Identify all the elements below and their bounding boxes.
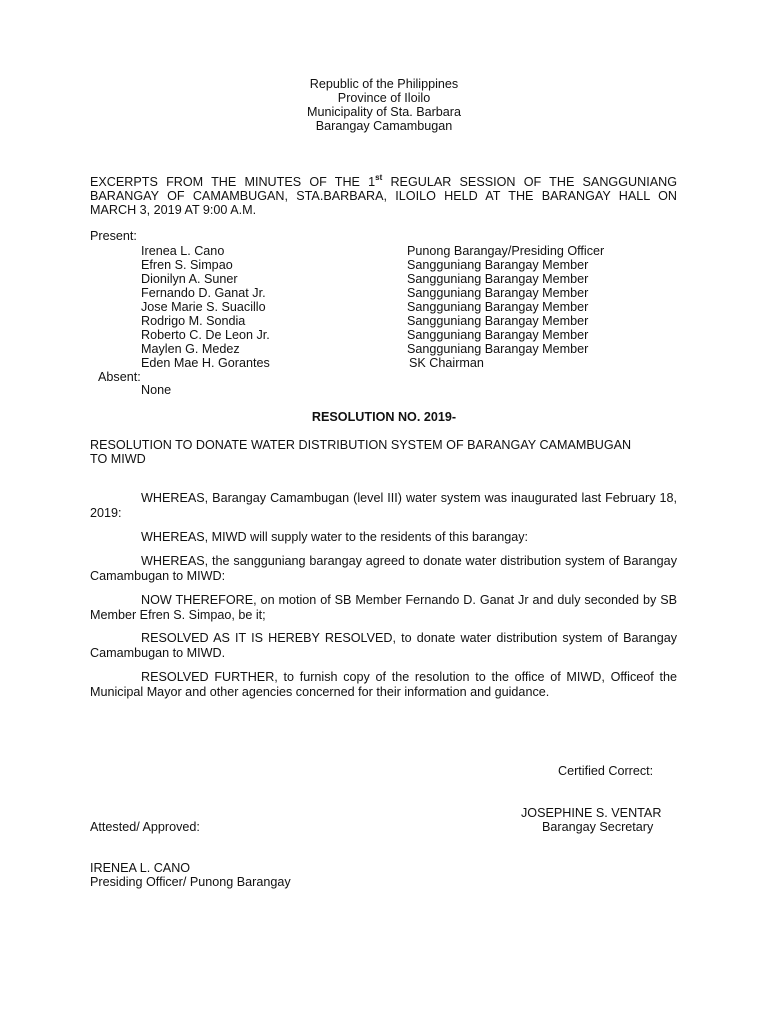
attendee-name: Rodrigo M. Sondia: [141, 314, 246, 328]
document-header: [0, 77, 768, 133]
secretary-title: Barangay Secretary: [542, 820, 654, 834]
resolved-further-paragraph: [90, 670, 677, 699]
attendee-role: Sangguniang Barangay Member: [407, 342, 589, 356]
excerpt-ordinal: st: [375, 172, 383, 182]
certified-correct-label: Certified Correct:: [558, 764, 654, 778]
attendee-role: Sangguniang Barangay Member: [407, 314, 589, 328]
header-province: Province of Iloilo: [337, 91, 431, 105]
attendee-name: Eden Mae H. Gorantes: [141, 356, 270, 370]
attendee-role: Sangguniang Barangay Member: [407, 272, 589, 286]
attendee-role: Sangguniang Barangay Member: [407, 258, 589, 272]
absent-value: None: [141, 383, 172, 397]
paragraph-text: WHEREAS, MIWD will supply water to the residents of this barangay:: [141, 530, 529, 544]
whereas-paragraph-3: [90, 554, 677, 583]
attendee-role: Sangguniang Barangay Member: [407, 328, 589, 342]
header-barangay: Barangay Camambugan: [315, 119, 453, 133]
excerpt-part2: REGULAR SESSION OF THE SANGGUNIANG BARANGAY OF CAMAMBUGAN, STA.BARBARA, ILOILO HELD AT THE BARANGAY HALL ON MARCH 3, 2019 AT 9:00 A.M.: [90, 175, 677, 217]
attendee-name: Fernando D. Ganat Jr.: [141, 286, 266, 300]
officer-title: Presiding Officer/ Punong Barangay: [90, 875, 291, 889]
whereas-paragraph-1: [90, 491, 677, 520]
whereas-paragraph-2: [90, 530, 677, 545]
attendee-name: Efren S. Simpao: [141, 258, 233, 272]
attendee-name: Roberto C. De Leon Jr.: [141, 328, 270, 342]
resolution-title: RESOLUTION TO DONATE WATER DISTRIBUTION SYSTEM OF BARANGAY CAMAMBUGAN TO MIWD: [90, 438, 632, 466]
resolution-number: RESOLUTION NO. 2019-: [311, 410, 457, 424]
attendee-role: Sangguniang Barangay Member: [407, 300, 589, 314]
secretary-name: JOSEPHINE S. VENTAR: [521, 806, 662, 820]
now-therefore-paragraph: [90, 593, 677, 622]
header-republic: Republic of the Philippines: [309, 77, 459, 91]
paragraph-text: RESOLVED FURTHER, to furnish copy of the resolution to the office of MIWD, Officeof the Municipal Mayor and other agencies concerned for their information and guidance.: [90, 670, 677, 699]
paragraph-text: WHEREAS, Barangay Camambugan (level III) water system was inaugurated last February 18, 2019:: [90, 491, 677, 520]
officer-name: IRENEA L. CANO: [90, 861, 191, 875]
present-label: Present:: [90, 229, 137, 243]
attendee-name: Dionilyn A. Suner: [141, 272, 238, 286]
absent-label: Absent:: [98, 370, 141, 384]
paragraph-text: RESOLVED AS IT IS HEREBY RESOLVED, to donate water distribution system of Barangay Camambugan to MIWD.: [90, 631, 677, 660]
resolved-paragraph: [90, 631, 677, 660]
attendee-role: Punong Barangay/Presiding Officer: [407, 244, 605, 258]
header-municipality: Municipality of Sta. Barbara: [307, 105, 461, 119]
attendee-name: Maylen G. Medez: [141, 342, 240, 356]
present-roles-list: [407, 244, 604, 370]
attendee-role: Sangguniang Barangay Member: [407, 286, 589, 300]
paragraph-text: WHEREAS, the sangguniang barangay agreed to donate water distribution system of Barangay Camambugan to MIWD:: [90, 554, 677, 583]
attendee-role: SK Chairman: [409, 356, 484, 370]
excerpt-part1: EXCERPTS FROM THE MINUTES OF THE 1: [90, 175, 376, 189]
attested-approved-label: Attested/ Approved:: [90, 820, 200, 834]
attendee-name: Irenea L. Cano: [141, 244, 225, 258]
attendee-name: Jose Marie S. Suacillo: [141, 300, 266, 314]
excerpt-heading: [90, 172, 677, 217]
present-names-list: [141, 244, 270, 370]
paragraph-text: NOW THEREFORE, on motion of SB Member Fernando D. Ganat Jr and duly seconded by SB Member Efren S. Simpao, be it;: [90, 593, 677, 622]
